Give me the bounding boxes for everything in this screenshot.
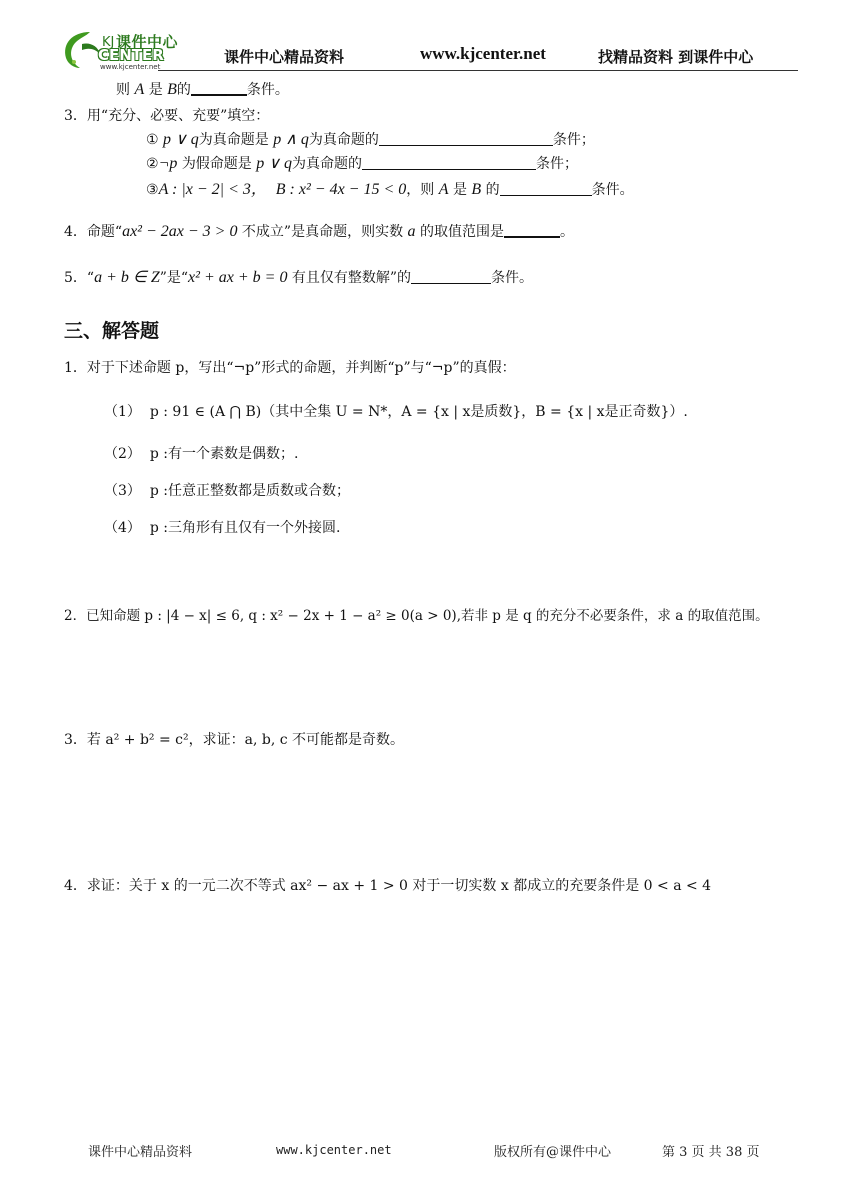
answer-question-1-item-3	[104, 481, 350, 501]
question-4	[64, 222, 574, 242]
text: 的	[485, 182, 500, 198]
question-3-item-2	[146, 154, 578, 174]
logo-center: CENTER	[98, 46, 164, 64]
item-text: p :任意正整数都是质数或合数；	[149, 483, 350, 499]
answer-question-1-item-4	[104, 518, 340, 538]
math-a: A	[438, 181, 449, 198]
text: ”是“	[159, 270, 189, 286]
math-expr: ¬p	[158, 155, 178, 172]
text: 为真命题的	[291, 156, 362, 172]
answer-question-1-item-2	[104, 444, 298, 464]
text: 为真命题是	[198, 132, 269, 148]
page-header	[58, 22, 798, 74]
continuation-line	[116, 80, 289, 100]
text: 5．“	[64, 270, 95, 286]
math-expr: ax² − 2ax − 3 > 0	[122, 223, 238, 240]
header-tagline: 找精品资料 到课件中心	[598, 48, 754, 66]
text: 条件。	[591, 182, 634, 198]
math-a: a	[407, 223, 416, 240]
footer-page-number: 第 3 页 共 38 页	[662, 1145, 760, 1160]
answer-question-3: 3．若 a² + b² = c²，求证：a, b, c 不可能都是奇数。	[64, 732, 405, 748]
answer-blank[interactable]	[362, 155, 536, 170]
text: ，则	[406, 182, 435, 198]
item-text: p :三角形有且仅有一个外接圆.	[149, 520, 341, 536]
text: 不成立”是真命题，则实数	[241, 224, 404, 240]
header-url[interactable]: www.kjcenter.net	[420, 44, 546, 63]
math-a: A	[134, 81, 145, 98]
item-text: p : 91 ∈ (A ⋂ B)（其中全集 U = N*，A = {x | x是质数}，B = {x | x是正奇数}）.	[149, 404, 688, 420]
question-5	[64, 268, 533, 288]
text: 。	[560, 224, 574, 240]
text: 则	[116, 82, 130, 98]
text: 4．命题“	[64, 224, 123, 240]
text: 的	[176, 82, 191, 98]
item-number: （3）	[104, 483, 141, 499]
text: 为假命题是	[181, 156, 252, 172]
footer-url[interactable]: www.kjcenter.net	[276, 1143, 392, 1157]
item-text: p :有一个素数是偶数；.	[149, 446, 299, 462]
answer-question-1-intro: 1．对于下述命题 p，写出“¬p”形式的命题，并判断“p”与“¬p”的真假：	[64, 360, 516, 376]
answer-question-4: 4．求证：关于 x 的一元二次不等式 ax² − ax + 1 > 0 对于一切实数 x 都成立的充要条件是 0 < a < 4	[64, 878, 712, 894]
answer-blank[interactable]	[379, 131, 553, 146]
section-title: 三、解答题	[64, 320, 160, 342]
text: 的取值范围是	[420, 224, 504, 240]
item-mark: ③	[146, 182, 159, 198]
item-number: （1）	[104, 404, 141, 420]
answer-blank[interactable]	[191, 80, 247, 96]
answer-blank[interactable]	[500, 181, 592, 196]
math-expr: p ∨ q	[256, 155, 292, 172]
answer-question-1-item-1	[104, 402, 688, 422]
text: 是	[452, 182, 467, 198]
math-expr: p ∨ q	[163, 131, 199, 148]
question-3-intro: 3．用“充分、必要、充要”填空：	[64, 108, 270, 124]
header-divider	[158, 70, 798, 71]
math-expr: a + b ∈ Z	[94, 269, 160, 286]
logo-url: www.kjcenter.net	[100, 63, 161, 71]
footer-left: 课件中心精品资料	[88, 1145, 193, 1160]
math-b: B	[167, 81, 177, 98]
text: 是	[148, 82, 163, 98]
math-expr: B : x² − 4x − 15 < 0	[275, 181, 407, 198]
item-mark: ①	[146, 132, 159, 148]
item-number: （4）	[104, 520, 141, 536]
logo-chinese: 课件中心	[116, 33, 179, 51]
text: 为真命题的	[308, 132, 379, 148]
item-mark: ②	[146, 156, 159, 172]
math-expr: A : |x − 2| < 3，	[158, 181, 267, 198]
text: 条件。	[246, 82, 289, 98]
text: 条件；	[535, 156, 578, 172]
logo-kj: KJ	[102, 35, 115, 50]
text: 条件。	[491, 270, 534, 286]
math-expr: x² + ax + b = 0	[188, 269, 288, 286]
math-b: B	[471, 181, 482, 198]
text: 有且仅有整数解”的	[291, 270, 412, 286]
answer-blank[interactable]	[504, 222, 560, 238]
text: 条件；	[552, 132, 595, 148]
footer-copyright: 版权所有@课件中心	[494, 1145, 612, 1160]
question-3-item-1	[146, 130, 595, 150]
kjcenter-logo	[58, 22, 198, 74]
question-3-item-3	[146, 180, 634, 200]
item-number: （2）	[104, 446, 141, 462]
math-expr: p ∧ q	[273, 131, 309, 148]
answer-blank[interactable]	[411, 269, 491, 284]
header-slogan: 课件中心精品资料	[224, 48, 345, 66]
answer-question-2: 2．已知命题 p : |4 − x| ≤ 6, q : x² − 2x + 1 − a² ≥ 0(a > 0),若非 p 是 q 的充分不必要条件，求 a 的取值范围。	[64, 608, 769, 624]
